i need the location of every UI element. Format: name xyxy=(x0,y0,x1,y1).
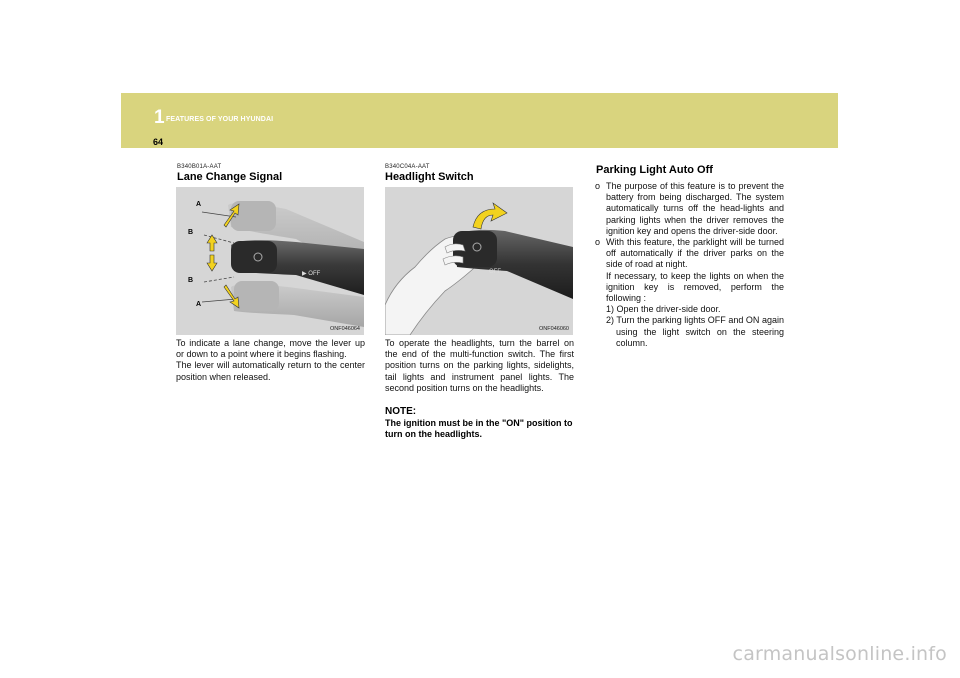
parking-bullet-1-text: The purpose of this feature is to prevent the battery from being discharged. The system automatically turns off the head-lights and parking lights when the driver removes the ignition key and opens the driver-side door. xyxy=(606,181,784,236)
svg-text:▶ OFF: ▶ OFF xyxy=(302,271,321,277)
parking-bullet-2-text-2: If necessary, to keep the lights on when the ignition key is removed, perform the following : xyxy=(606,270,784,304)
stalk-illustration xyxy=(176,187,364,335)
headlight-title: Headlight Switch xyxy=(385,171,474,183)
parking-bullet-2-text: With this feature, the parklight will be turned off automatically if the driver parks on the side of road at night. xyxy=(606,237,784,270)
headlight-figure xyxy=(385,187,573,335)
headlight-body: To operate the headlights, turn the barrel on the end of the multi-function switch. The first position turns on the parking lights, sidelights, tail lights and instrument panel lights. The second position turns on the headlights. xyxy=(385,338,574,393)
parking-step-2 xyxy=(606,315,784,349)
parking-bullet-list xyxy=(595,181,784,349)
parking-step-1: 1) Open the driver-side door. xyxy=(606,304,721,315)
parking-bullet-1 xyxy=(595,181,784,237)
label-b-top: B xyxy=(188,229,194,236)
lane-change-paragraph-1: To indicate a lane change, move the lever up or down to a point where it begins flashing. xyxy=(176,338,365,360)
lane-change-code: B340B01A-AAT xyxy=(177,164,222,170)
lane-change-figure-code: ONF046064 xyxy=(330,326,360,332)
parking-step-2-text: 2) Turn the parking lights OFF and ON again using the light switch on the steering column. xyxy=(606,315,784,348)
note-title: NOTE: xyxy=(385,406,417,417)
chapter-title: FEATURES OF YOUR HYUNDAI xyxy=(166,116,274,123)
hand-stalk-illustration xyxy=(385,187,573,335)
svg-text:OFF: OFF xyxy=(489,269,501,275)
parking-title: Parking Light Auto Off xyxy=(596,164,713,176)
note-text: The ignition must be in the "ON" position to turn on the headlights. xyxy=(385,418,573,440)
headlight-code: B340C04A-AAT xyxy=(385,164,430,170)
bullet-mark: o xyxy=(595,237,601,248)
parking-bullet-2 xyxy=(595,237,784,349)
bullet-mark: o xyxy=(595,181,601,191)
lane-change-paragraph-2: The lever will automatically return to the center position when released. xyxy=(176,360,365,382)
lane-change-title: Lane Change Signal xyxy=(177,171,283,183)
label-a-bottom: A xyxy=(196,301,202,308)
label-b-bottom: B xyxy=(188,277,194,284)
headlight-figure-code: ONF046060 xyxy=(539,326,569,332)
lane-change-figure xyxy=(176,187,364,335)
page-number: 64 xyxy=(153,137,164,147)
lane-change-body xyxy=(176,338,365,383)
watermark: carmanualsonline.info xyxy=(732,643,947,665)
chapter-number: 1 xyxy=(154,107,165,128)
label-a-top: A xyxy=(196,201,202,208)
